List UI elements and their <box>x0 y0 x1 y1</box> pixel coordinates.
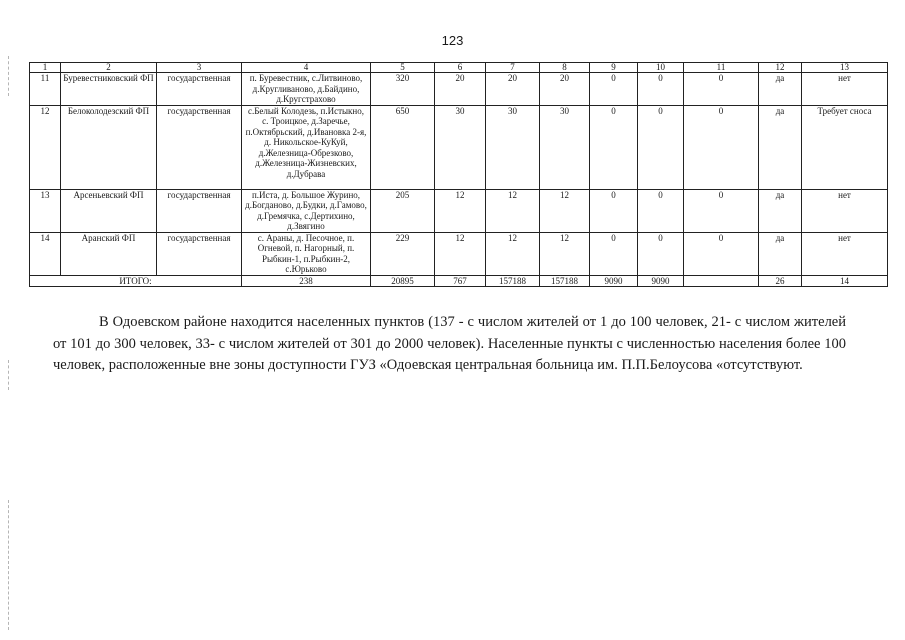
cell-6: 12 <box>435 189 486 232</box>
cell-7: 20 <box>486 73 540 106</box>
ownership: государственная <box>157 189 242 232</box>
ownership: государственная <box>157 232 242 275</box>
total-cell-9: 9090 <box>590 275 638 286</box>
total-cell-13: 14 <box>802 275 888 286</box>
cell-11: 0 <box>684 189 759 232</box>
row-number: 12 <box>30 105 61 189</box>
total-cell-7: 157188 <box>486 275 540 286</box>
cell-10: 0 <box>638 73 684 106</box>
row-number: 14 <box>30 232 61 275</box>
header-cell: 5 <box>371 63 435 73</box>
cell-8: 30 <box>540 105 590 189</box>
cell-12: да <box>759 105 802 189</box>
header-cell: 12 <box>759 63 802 73</box>
paragraph: В Одоевском районе находится населенных пунктов (137 - с числом жителей от 1 до 100 человек, 21- с числом жителей от 101 до 300 человек, 33- с числом жителей от 301 до 2000 человек). Населенные пункты с численностью населения более 100 человек, расположенные вне зоны доступности ГУЗ «Одоевская центральная больница им. П.П.Белоусова «отсутствуют. <box>53 314 846 373</box>
cell-13: нет <box>802 73 888 106</box>
cell-6: 20 <box>435 73 486 106</box>
data-table <box>29 62 888 287</box>
total-cell-11 <box>684 275 759 286</box>
cell-7: 30 <box>486 105 540 189</box>
total-cell-12: 26 <box>759 275 802 286</box>
cell-12: да <box>759 73 802 106</box>
cell-13: Требует сноса <box>802 105 888 189</box>
cell-9: 0 <box>590 189 638 232</box>
total-label: ИТОГО: <box>30 275 242 286</box>
cell-9: 0 <box>590 73 638 106</box>
cell-12: да <box>759 232 802 275</box>
row-number: 11 <box>30 73 61 106</box>
settlements: с. Араны, д. Песочное, п. Огневой, п. Нагорный, п. Рыбкин-1, п.Рыбкин-2, с.Юрьково <box>242 232 371 275</box>
cell-9: 0 <box>590 105 638 189</box>
cell-7: 12 <box>486 189 540 232</box>
cell-6: 12 <box>435 232 486 275</box>
left-margin-dashes <box>8 360 9 390</box>
cell-5: 650 <box>371 105 435 189</box>
settlements: с.Белый Колодезь, п.Истыкно, с. Троицкое, д.Заречье, п.Октябрьский, д.Ивановка 2-я, д. Никольское-КуКуй, д.Железница-Обрезково, д.Железница-Жизневских, д.Дубрава <box>242 105 371 189</box>
table-row <box>30 189 888 232</box>
total-cell-6: 767 <box>435 275 486 286</box>
table-row <box>30 232 888 275</box>
row-number: 13 <box>30 189 61 232</box>
left-margin-dashes <box>8 56 9 96</box>
header-cell: 8 <box>540 63 590 73</box>
cell-9: 0 <box>590 232 638 275</box>
total-settlements: 238 <box>242 275 371 286</box>
settlements: п. Буревестник, с.Литвиново, д.Кругливаново, д.Байдино, д.Кругстрахово <box>242 73 371 106</box>
header-cell: 6 <box>435 63 486 73</box>
total-cell-5: 20895 <box>371 275 435 286</box>
facility-name: Белоколодезский ФП <box>61 105 157 189</box>
total-cell-10: 9090 <box>638 275 684 286</box>
facility-name: Аранский ФП <box>61 232 157 275</box>
cell-11: 0 <box>684 105 759 189</box>
table-header-row <box>30 63 888 73</box>
cell-8: 12 <box>540 232 590 275</box>
header-cell: 7 <box>486 63 540 73</box>
cell-13: нет <box>802 232 888 275</box>
cell-8: 20 <box>540 73 590 106</box>
facility-name: Буревестниковский ФП <box>61 73 157 106</box>
facility-name: Арсеньевский ФП <box>61 189 157 232</box>
header-cell: 13 <box>802 63 888 73</box>
page-number: 123 <box>441 33 464 48</box>
total-cell-8: 157188 <box>540 275 590 286</box>
header-cell: 10 <box>638 63 684 73</box>
cell-13: нет <box>802 189 888 232</box>
cell-5: 320 <box>371 73 435 106</box>
cell-5: 229 <box>371 232 435 275</box>
header-cell: 9 <box>590 63 638 73</box>
cell-12: да <box>759 189 802 232</box>
cell-10: 0 <box>638 232 684 275</box>
ownership: государственная <box>157 73 242 106</box>
table-row <box>30 105 888 189</box>
ownership: государственная <box>157 105 242 189</box>
table-row <box>30 73 888 106</box>
body-text <box>53 312 846 377</box>
left-margin-dashes <box>8 500 9 630</box>
settlements: п.Иста, д. Большое Журино, д.Богданово, д.Будки, д.Гамово, д.Гремячка, с.Дертихино, д.Звягино <box>242 189 371 232</box>
cell-11: 0 <box>684 73 759 106</box>
cell-11: 0 <box>684 232 759 275</box>
header-cell: 2 <box>61 63 157 73</box>
cell-7: 12 <box>486 232 540 275</box>
cell-10: 0 <box>638 105 684 189</box>
cell-8: 12 <box>540 189 590 232</box>
header-cell: 1 <box>30 63 61 73</box>
total-row <box>30 275 888 286</box>
cell-5: 205 <box>371 189 435 232</box>
cell-6: 30 <box>435 105 486 189</box>
header-cell: 11 <box>684 63 759 73</box>
header-cell: 4 <box>242 63 371 73</box>
cell-10: 0 <box>638 189 684 232</box>
header-cell: 3 <box>157 63 242 73</box>
